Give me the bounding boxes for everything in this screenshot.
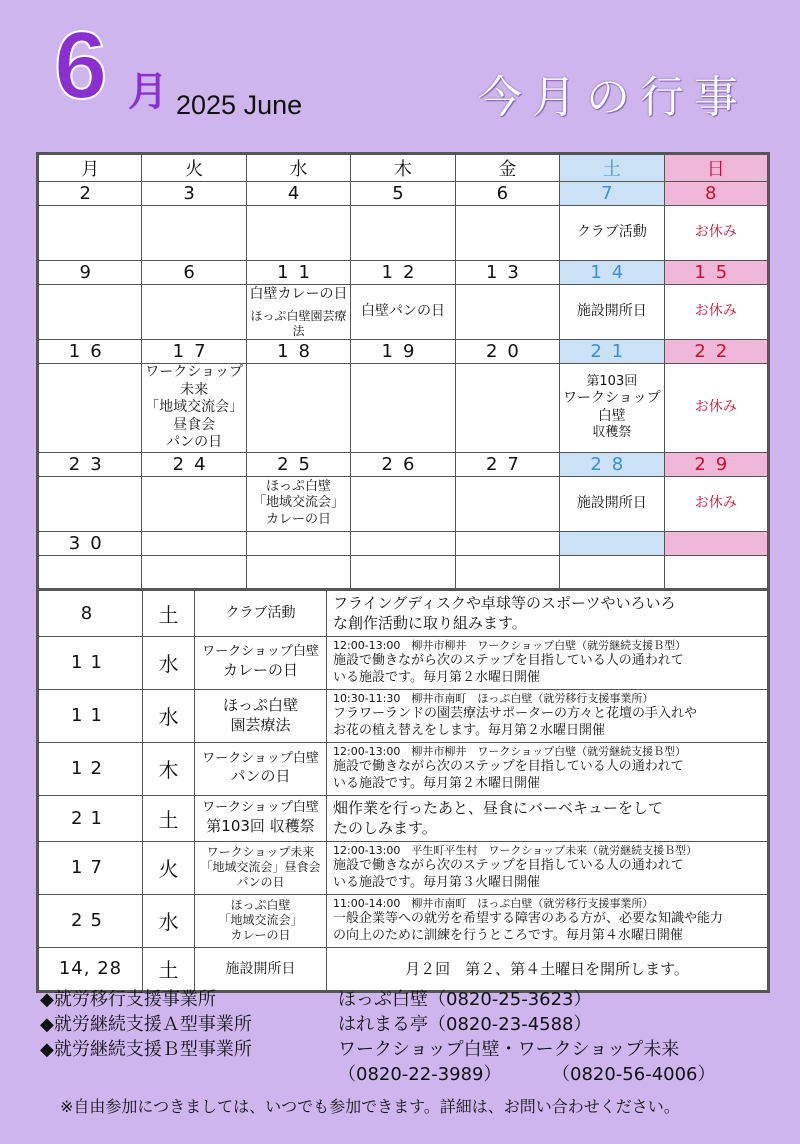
date-cell [664,531,768,555]
desc-time: 12:00-13:00 平生町平生村 ワークショップ未来（就労継続支援Ｂ型） [333,843,698,857]
contact-row [40,987,780,1012]
weekday-wed: 水 [246,154,350,182]
weekday-sun: 日 [664,154,768,182]
event-cell [560,364,664,453]
event-text: ほっぷ白壁 [266,479,332,495]
event-weekday: 水 [143,636,195,689]
date-cell: 6 [455,182,559,206]
event-cell [38,364,142,453]
desc-line: の向上のために訓練を行うところです。毎月第４水曜日開催 [333,928,683,943]
date-row [38,340,769,364]
event-cell [246,285,350,340]
date-cell: 9 [38,261,142,285]
contact-row [40,1037,780,1062]
date-cell: 6 [142,261,246,285]
event-cell: 施設開所日 [560,285,664,340]
event-text: ワークショップ白壁 [562,390,661,424]
desc-line: 一般企業等への就労を希望する障害のある方が、必要な知識や能力 [333,911,724,927]
event-text: パンの日 [166,434,223,450]
event-weekday: 水 [143,894,195,947]
event-name-line: カレーの日 [222,661,298,680]
event-cell: クラブ活動 [560,206,664,261]
footnote: ※自由参加につきましては、いつでも参加できます。詳細は、お問い合わせください。 [60,1097,680,1116]
event-name [195,894,327,947]
weekday-header-row [38,154,769,182]
date-row [38,452,769,476]
date-cell: 30 [38,531,142,555]
event-name-line: パンの日 [236,875,285,890]
date-cell [246,531,350,555]
date-row [38,531,769,555]
date-cell: 13 [455,261,559,285]
event-cell [38,476,142,531]
desc-line: いる施設です。毎月第３火曜日開催 [333,874,540,890]
event-name-line: ワークショップ未来 [206,845,315,860]
date-cell: 25 [246,452,350,476]
desc-line: な創作活動に取り組みます。 [333,614,527,633]
event-cell [38,206,142,261]
date-cell: 11 [246,261,350,285]
date-cell: 18 [246,340,350,364]
event-text: 「地域交流会」 [253,495,345,511]
phone-number: （0820-22-3989） [338,1064,502,1085]
desc-line: 施設で働きながら次のステップを目指している人の通われて [333,652,684,668]
table-row [38,947,769,991]
date-row [38,182,769,206]
event-cell [246,476,350,531]
event-description [327,841,769,894]
event-weekday: 水 [143,689,195,742]
desc-line: 施設で働きながら次のステップを目指している人の通われて [333,858,684,874]
event-description [327,795,769,841]
event-cell [246,364,350,453]
event-cell: お休み [664,206,768,261]
event-text: ほっぷ白壁園芸療法 [250,309,347,338]
date-cell: 16 [38,340,142,364]
table-row [38,894,769,947]
date-cell: 27 [455,452,559,476]
date-row [38,261,769,285]
month-unit: 月 [128,69,168,115]
date-cell: 29 [664,452,768,476]
event-name-line: ほっぷ白壁 [222,696,298,715]
contact-row [40,1012,780,1037]
event-row [38,476,769,531]
date-cell [351,531,455,555]
event-description [327,689,769,742]
weekday-fri: 金 [455,154,559,182]
event-description [327,590,769,637]
event-text: 収穫祭 [592,425,632,441]
event-description [327,947,769,991]
event-day: 11 [38,689,143,742]
facility-name: ほっぷ白壁（0820-25-3623） [338,989,592,1010]
event-cell [455,364,559,453]
desc-line: たのしみます。 [333,819,437,838]
desc-line: フライングディスクや卓球等のスポーツやいろいろ [333,594,676,612]
event-text: ワークショップ未来 [145,364,243,398]
event-day: 14, 28 [38,947,143,991]
date-cell: 20 [455,340,559,364]
event-cell: 白壁パンの日 [351,285,455,340]
event-cell: お休み [664,364,768,453]
event-detail-table [36,588,770,993]
event-cell [455,206,559,261]
event-name-line: 園芸療法 [230,715,291,734]
event-name-line: 「地域交流会」 [218,913,303,928]
spacer [40,1062,338,1087]
event-cell [246,206,350,261]
weekday-tue: 火 [142,154,246,182]
event-cell: 施設開所日 [560,476,664,531]
weekday-sat: 土 [560,154,664,182]
event-row [38,285,769,340]
event-name [195,841,327,894]
event-weekday: 土 [143,795,195,841]
event-name-line: ワークショップ白壁 [202,750,319,766]
event-cell [142,285,246,340]
event-cell [455,476,559,531]
event-weekday: 土 [143,590,195,637]
event-weekday: 木 [143,742,195,795]
desc-line: お花の植え替えをします。毎月第２水曜日開催 [333,722,605,738]
event-name [195,795,327,841]
event-name [195,742,327,795]
table-row [38,841,769,894]
date-cell: 24 [142,452,246,476]
event-name-line: カレーの日 [230,928,291,943]
event-cell: お休み [664,476,768,531]
event-name [195,689,327,742]
weekday-thu: 木 [351,154,455,182]
desc-time: 12:00-13:00 柳井市柳井 ワークショップ白壁（就労継続支援Ｂ型） [333,744,687,758]
event-cell [142,476,246,531]
contact-list [40,987,780,1087]
event-cell [142,364,246,453]
date-cell: 8 [664,182,768,206]
event-name-line: ワークショップ白壁 [202,800,319,816]
event-day: 8 [38,590,143,637]
event-description [327,636,769,689]
desc-line: いる施設です。毎月第２木曜日開催 [333,775,540,791]
date-cell: 3 [142,182,246,206]
date-cell: 4 [246,182,350,206]
date-cell [455,531,559,555]
event-cell [455,285,559,340]
desc-time: 11:00-14:00 柳井市南町 ほっぷ白壁（就労移行支援事業所） [333,896,654,910]
month-number: 6 [54,12,108,119]
event-cell [351,364,455,453]
desc-line: 月２回 第２、第４土曜日を開所します。 [405,959,689,978]
event-text: 「地域交流会」昼食会 [145,399,244,433]
table-row [38,795,769,841]
phone-number: （0820-56-4006） [552,1064,716,1085]
event-weekday: 火 [143,841,195,894]
date-cell: 2 [38,182,142,206]
event-text: 白壁カレーの日 [249,285,348,302]
desc-line: いる施設です。毎月第２水曜日開催 [333,669,540,685]
event-name: 施設開所日 [195,947,327,991]
date-cell: 21 [560,340,664,364]
date-cell: 7 [560,182,664,206]
facility-name: ワークショップ白壁・ワークショップ未来 [338,1039,680,1060]
event-cell [351,206,455,261]
event-day: 21 [38,795,143,841]
date-cell: 28 [560,452,664,476]
calendar-grid [36,152,770,607]
year-label: 2025 June [176,90,303,120]
event-row [38,206,769,261]
event-name-line: 第103回 収穫祭 [206,816,315,835]
date-cell: 17 [142,340,246,364]
date-cell: 12 [351,261,455,285]
facility-type: ◆就労継続支援Ａ型事業所 [40,1014,252,1035]
table-row [38,689,769,742]
desc-time: 12:00-13:00 柳井市柳井 ワークショップ白壁（就労継続支援Ｂ型） [333,638,687,652]
event-row [38,364,769,453]
table-row [38,742,769,795]
table-row [38,636,769,689]
event-name-line: 「地域交流会」昼食会 [200,860,321,875]
facility-type: ◆就労継続支援Ｂ型事業所 [40,1039,252,1060]
desc-line: フラワーランドの園芸療法サポーターの方々と花壇の手入れや [333,705,698,721]
event-day: 12 [38,742,143,795]
date-cell: 26 [351,452,455,476]
date-cell: 19 [351,340,455,364]
desc-line: 施設で働きながら次のステップを目指している人の通われて [333,758,684,774]
event-name [195,636,327,689]
weekday-mon: 月 [38,154,142,182]
event-cell [351,476,455,531]
contact-phones [40,1062,780,1087]
event-text: カレーの日 [266,511,332,527]
event-text: 第103回 [586,374,638,389]
date-cell: 14 [560,261,664,285]
event-name: クラブ活動 [195,590,327,637]
event-name-line: パンの日 [230,767,291,786]
event-day: 25 [38,894,143,947]
desc-time: 10:30-11:30 柳井市南町 ほっぷ白壁（就労移行支援事業所） [333,691,654,705]
event-day: 11 [38,636,143,689]
event-description [327,742,769,795]
event-weekday: 土 [143,947,195,991]
date-cell [560,531,664,555]
event-description [327,894,769,947]
desc-line: 畑作業を行ったあと、昼食にバーベキューをして [333,798,664,817]
event-cell [142,206,246,261]
date-cell: 5 [351,182,455,206]
table-row [38,590,769,637]
event-name-line: ほっぷ白壁 [230,898,291,913]
date-cell: 22 [664,340,768,364]
event-cell: お休み [664,285,768,340]
facility-type: ◆就労移行支援事業所 [40,989,216,1010]
date-cell: 15 [664,261,768,285]
event-cell [38,285,142,340]
event-day: 17 [38,841,143,894]
date-cell: 23 [38,452,142,476]
facility-name: はれまる亭（0820-23-4588） [338,1014,592,1035]
date-cell [142,531,246,555]
event-name-line: ワークショップ白壁 [202,644,319,660]
page-title: 今月の行事 [478,72,748,123]
